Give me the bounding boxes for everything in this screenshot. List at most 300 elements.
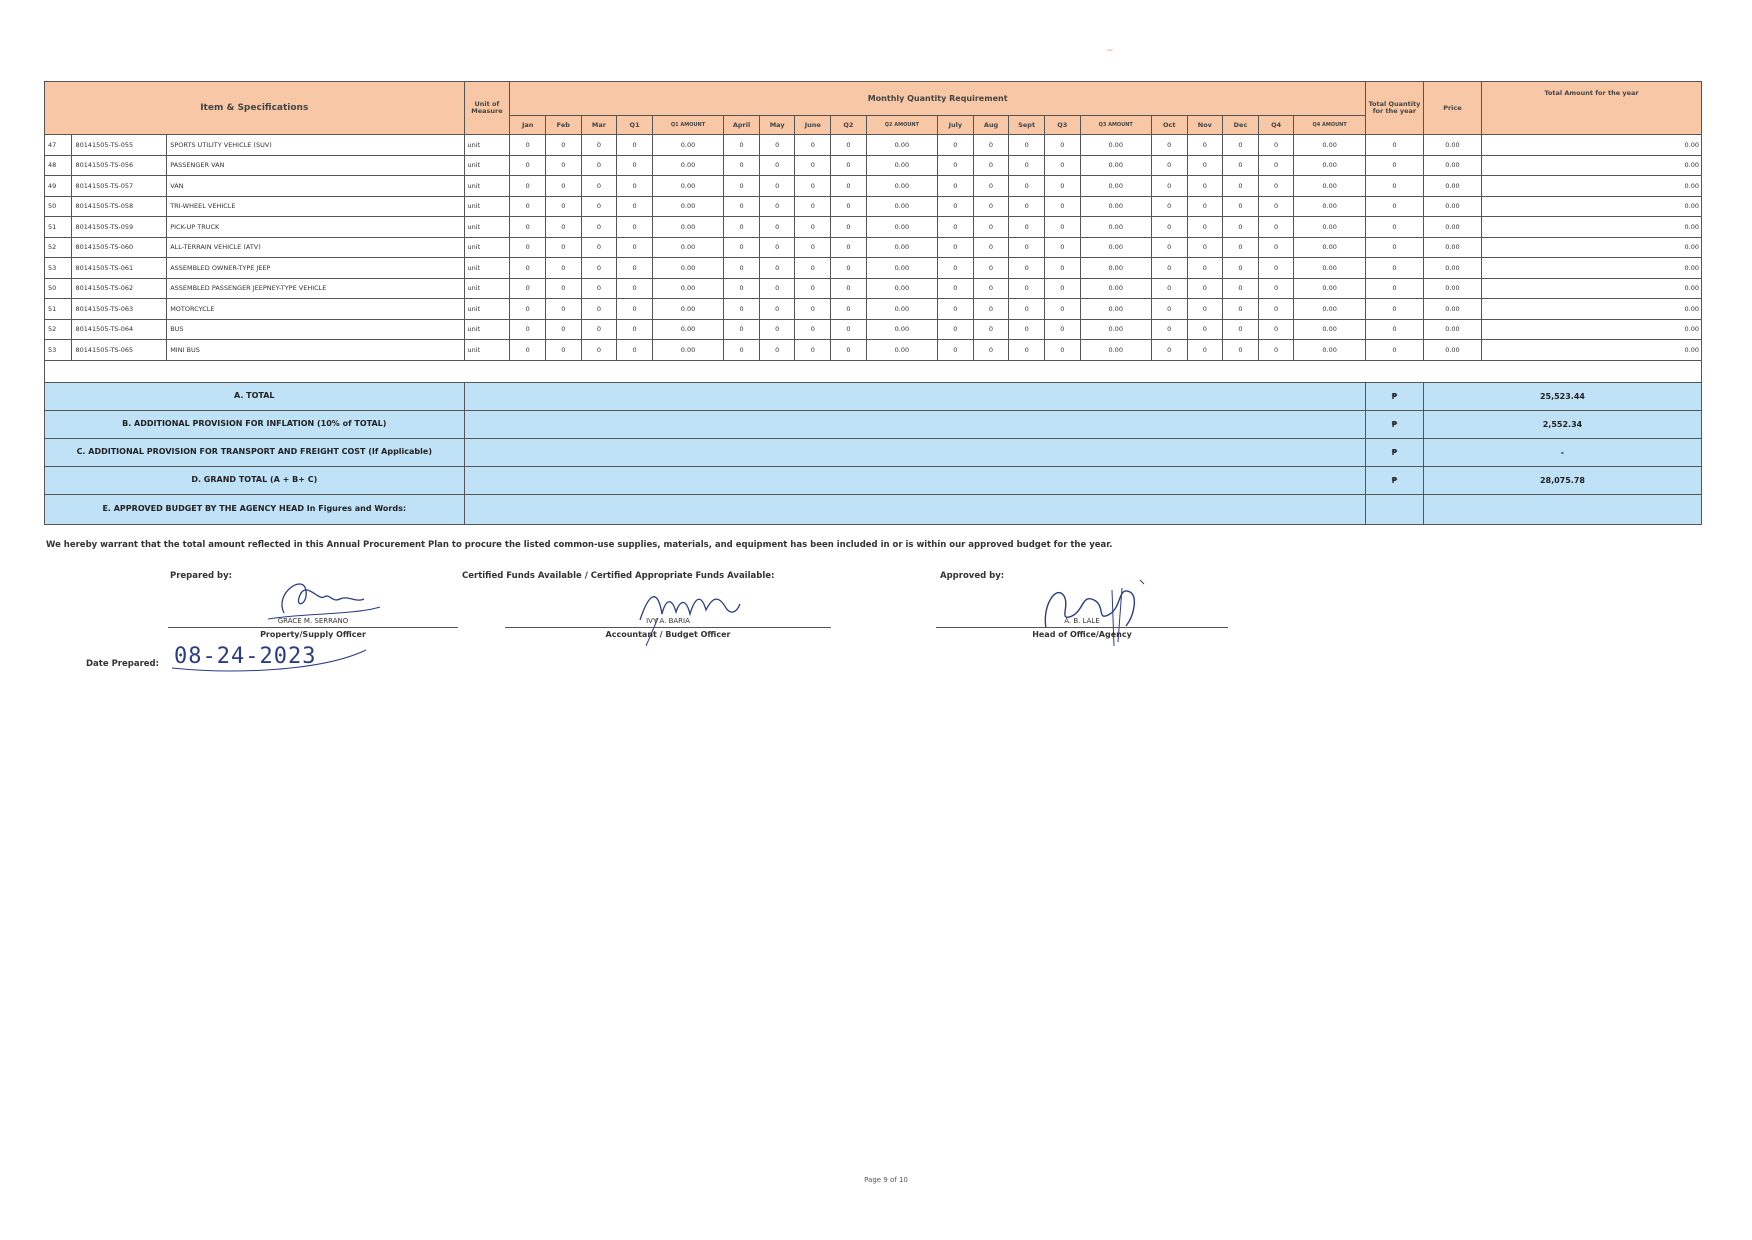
page-number: Page 9 of 10 xyxy=(864,1176,908,1184)
quarter-amount: 0.00 xyxy=(1294,319,1365,340)
quarter-amount: 0.00 xyxy=(1294,340,1365,361)
month-quantity: 0 xyxy=(795,196,831,217)
unit-of-measure: unit xyxy=(464,299,510,320)
quarter-amount: 0.00 xyxy=(1080,176,1151,197)
item-code: 80141505-TS-062 xyxy=(72,278,167,299)
header-month-cell: May xyxy=(759,116,795,135)
row-number: 53 xyxy=(45,340,72,361)
month-quantity: 0 xyxy=(759,217,795,238)
quarter-amount: 0.00 xyxy=(652,258,723,279)
quarter-amount: 0.00 xyxy=(652,176,723,197)
header-month-cell: Q1 xyxy=(617,116,653,135)
table-row xyxy=(45,278,1702,299)
quarter-amount: 0.00 xyxy=(1294,176,1365,197)
unit-of-measure: unit xyxy=(464,237,510,258)
prepared-name: GRACE M. SERRANO xyxy=(277,617,349,625)
month-quantity: 0 xyxy=(724,217,760,238)
total-amount: 0.00 xyxy=(1481,340,1701,361)
month-quantity: 0 xyxy=(617,155,653,176)
month-quantity: 0 xyxy=(831,217,867,238)
item-description: ASSEMBLED PASSENGER JEEPNEY-TYPE VEHICLE xyxy=(167,278,464,299)
month-quantity: 0 xyxy=(795,258,831,279)
month-quantity: 0 xyxy=(510,155,546,176)
month-quantity: 0 xyxy=(1223,278,1259,299)
month-quantity: 0 xyxy=(510,196,546,217)
header-month-cell: Sept xyxy=(1009,116,1045,135)
month-quantity: 0 xyxy=(1009,237,1045,258)
price: 0.00 xyxy=(1423,155,1481,176)
prepared-signature xyxy=(264,573,382,621)
month-quantity: 0 xyxy=(545,217,581,238)
month-quantity: 0 xyxy=(1009,258,1045,279)
header-price: Price xyxy=(1423,82,1481,135)
quarter-amount: 0.00 xyxy=(1080,340,1151,361)
month-quantity: 0 xyxy=(510,278,546,299)
month-quantity: 0 xyxy=(617,319,653,340)
item-code: 80141505-TS-056 xyxy=(72,155,167,176)
month-quantity: 0 xyxy=(1044,319,1080,340)
month-quantity: 0 xyxy=(1044,299,1080,320)
month-quantity: 0 xyxy=(724,299,760,320)
month-quantity: 0 xyxy=(1223,196,1259,217)
header-month-cell: Q4 xyxy=(1258,116,1294,135)
month-quantity: 0 xyxy=(973,340,1009,361)
quarter-amount: 0.00 xyxy=(652,237,723,258)
month-quantity: 0 xyxy=(973,278,1009,299)
price: 0.00 xyxy=(1423,340,1481,361)
month-quantity: 0 xyxy=(1151,237,1187,258)
approved-name: A. B. LALE xyxy=(1064,617,1100,625)
unit-of-measure: unit xyxy=(464,340,510,361)
procurement-table xyxy=(44,81,1702,525)
month-quantity: 0 xyxy=(1223,135,1259,156)
month-quantity: 0 xyxy=(1258,135,1294,156)
month-quantity: 0 xyxy=(1258,176,1294,197)
month-quantity: 0 xyxy=(581,135,617,156)
month-quantity: 0 xyxy=(1009,135,1045,156)
month-quantity: 0 xyxy=(1258,278,1294,299)
total-quantity: 0 xyxy=(1365,299,1423,320)
month-quantity: 0 xyxy=(795,340,831,361)
quarter-amount: 0.00 xyxy=(1294,237,1365,258)
quarter-amount: 0.00 xyxy=(1294,299,1365,320)
month-quantity: 0 xyxy=(759,319,795,340)
month-quantity: 0 xyxy=(1187,155,1223,176)
date-underline-stroke xyxy=(170,638,370,674)
month-quantity: 0 xyxy=(1223,319,1259,340)
month-quantity: 0 xyxy=(581,196,617,217)
month-quantity: 0 xyxy=(1258,340,1294,361)
quarter-amount: 0.00 xyxy=(1294,196,1365,217)
table-row xyxy=(45,299,1702,320)
total-quantity: 0 xyxy=(1365,135,1423,156)
month-quantity: 0 xyxy=(1151,299,1187,320)
quarter-amount: 0.00 xyxy=(1294,155,1365,176)
quarter-amount: 0.00 xyxy=(1080,278,1151,299)
month-quantity: 0 xyxy=(581,155,617,176)
month-quantity: 0 xyxy=(510,176,546,197)
quarter-amount: 0.00 xyxy=(866,258,937,279)
unit-of-measure: unit xyxy=(464,196,510,217)
month-quantity: 0 xyxy=(938,237,974,258)
table-row xyxy=(45,135,1702,156)
spacer-row xyxy=(45,360,1702,382)
unit-of-measure: unit xyxy=(464,155,510,176)
month-quantity: 0 xyxy=(938,135,974,156)
month-quantity: 0 xyxy=(938,278,974,299)
month-quantity: 0 xyxy=(545,196,581,217)
month-quantity: 0 xyxy=(938,340,974,361)
month-quantity: 0 xyxy=(617,237,653,258)
month-quantity: 0 xyxy=(617,176,653,197)
summary-row xyxy=(45,410,1702,438)
quarter-amount: 0.00 xyxy=(1294,258,1365,279)
header-items-specs: Item & Specifications xyxy=(45,82,465,135)
price: 0.00 xyxy=(1423,176,1481,197)
table-row xyxy=(45,217,1702,238)
unit-of-measure: unit xyxy=(464,217,510,238)
month-quantity: 0 xyxy=(1044,237,1080,258)
month-quantity: 0 xyxy=(831,135,867,156)
corner-mark: ~ xyxy=(1106,46,1114,56)
month-quantity: 0 xyxy=(1258,319,1294,340)
month-quantity: 0 xyxy=(1151,278,1187,299)
month-quantity: 0 xyxy=(1151,155,1187,176)
month-quantity: 0 xyxy=(1009,196,1045,217)
quarter-amount: 0.00 xyxy=(1080,217,1151,238)
month-quantity: 0 xyxy=(973,319,1009,340)
month-quantity: 0 xyxy=(510,340,546,361)
header-unit-of-measure: Unit of Measure xyxy=(464,82,510,135)
item-description: TRI-WHEEL VEHICLE xyxy=(167,196,464,217)
month-quantity: 0 xyxy=(1044,217,1080,238)
month-quantity: 0 xyxy=(973,258,1009,279)
month-quantity: 0 xyxy=(1223,176,1259,197)
month-quantity: 0 xyxy=(724,176,760,197)
item-code: 80141505-TS-055 xyxy=(72,135,167,156)
month-quantity: 0 xyxy=(545,278,581,299)
month-quantity: 0 xyxy=(545,135,581,156)
month-quantity: 0 xyxy=(831,258,867,279)
month-quantity: 0 xyxy=(1044,196,1080,217)
month-quantity: 0 xyxy=(617,217,653,238)
quarter-amount: 0.00 xyxy=(652,319,723,340)
prepared-position: Property/Supply Officer xyxy=(260,630,366,639)
month-quantity: 0 xyxy=(938,319,974,340)
total-amount: 0.00 xyxy=(1481,299,1701,320)
month-quantity: 0 xyxy=(617,340,653,361)
header-month-cell: July xyxy=(938,116,974,135)
row-number: 50 xyxy=(45,278,72,299)
header-month-cell: Q3 xyxy=(1044,116,1080,135)
header-month-cell: Nov xyxy=(1187,116,1223,135)
month-quantity: 0 xyxy=(1187,299,1223,320)
price: 0.00 xyxy=(1423,278,1481,299)
item-code: 80141505-TS-058 xyxy=(72,196,167,217)
summary-row xyxy=(45,438,1702,466)
summary-amount: - xyxy=(1423,438,1701,466)
certified-sign-line xyxy=(505,627,831,628)
table-row xyxy=(45,319,1702,340)
month-quantity: 0 xyxy=(724,135,760,156)
month-quantity: 0 xyxy=(938,176,974,197)
approved-by-label: Approved by: xyxy=(940,571,1005,581)
month-quantity: 0 xyxy=(973,176,1009,197)
month-quantity: 0 xyxy=(973,217,1009,238)
row-number: 49 xyxy=(45,176,72,197)
total-quantity: 0 xyxy=(1365,258,1423,279)
price: 0.00 xyxy=(1423,319,1481,340)
month-quantity: 0 xyxy=(1044,258,1080,279)
item-code: 80141505-TS-064 xyxy=(72,319,167,340)
quarter-amount: 0.00 xyxy=(1080,196,1151,217)
item-description: PICK-UP TRUCK xyxy=(167,217,464,238)
row-number: 52 xyxy=(45,319,72,340)
summary-currency: ₱ xyxy=(1365,410,1423,438)
month-quantity: 0 xyxy=(759,237,795,258)
quarter-amount: 0.00 xyxy=(652,135,723,156)
summary-label: B. ADDITIONAL PROVISION FOR INFLATION (10% of TOTAL) xyxy=(45,410,465,438)
total-amount: 0.00 xyxy=(1481,319,1701,340)
month-quantity: 0 xyxy=(1009,340,1045,361)
header-total-quantity: Total Quantity for the year xyxy=(1365,82,1423,135)
month-quantity: 0 xyxy=(759,196,795,217)
certified-funds-label: Certified Funds Available / Certified Appropriate Funds Available: xyxy=(462,571,775,581)
item-code: 80141505-TS-061 xyxy=(72,258,167,279)
month-quantity: 0 xyxy=(1223,217,1259,238)
quarter-amount: 0.00 xyxy=(866,340,937,361)
month-quantity: 0 xyxy=(617,135,653,156)
date-prepared-label: Date Prepared: xyxy=(86,659,160,669)
summary-label: E. APPROVED BUDGET BY THE AGENCY HEAD In Figures and Words: xyxy=(45,494,465,524)
month-quantity: 0 xyxy=(938,155,974,176)
unit-of-measure: unit xyxy=(464,135,510,156)
month-quantity: 0 xyxy=(759,258,795,279)
month-quantity: 0 xyxy=(617,258,653,279)
month-quantity: 0 xyxy=(510,299,546,320)
item-description: PASSENGER VAN xyxy=(167,155,464,176)
quarter-amount: 0.00 xyxy=(866,299,937,320)
table-row xyxy=(45,340,1702,361)
month-quantity: 0 xyxy=(724,155,760,176)
month-quantity: 0 xyxy=(1187,319,1223,340)
prepared-sign-line xyxy=(168,627,458,628)
header-month-cell: Dec xyxy=(1223,116,1259,135)
row-number: 52 xyxy=(45,237,72,258)
month-quantity: 0 xyxy=(973,299,1009,320)
month-quantity: 0 xyxy=(1044,155,1080,176)
item-description: SPORTS UTILITY VEHICLE (SUV) xyxy=(167,135,464,156)
quarter-amount: 0.00 xyxy=(652,155,723,176)
month-quantity: 0 xyxy=(1009,278,1045,299)
unit-of-measure: unit xyxy=(464,258,510,279)
header-month-cell: Mar xyxy=(581,116,617,135)
total-amount: 0.00 xyxy=(1481,217,1701,238)
month-quantity: 0 xyxy=(510,135,546,156)
table-row xyxy=(45,258,1702,279)
month-quantity: 0 xyxy=(724,258,760,279)
month-quantity: 0 xyxy=(759,340,795,361)
price: 0.00 xyxy=(1423,217,1481,238)
month-quantity: 0 xyxy=(1258,196,1294,217)
month-quantity: 0 xyxy=(617,278,653,299)
month-quantity: 0 xyxy=(759,135,795,156)
month-quantity: 0 xyxy=(1223,340,1259,361)
summary-amount: 28,075.78 xyxy=(1423,466,1701,494)
month-quantity: 0 xyxy=(1151,340,1187,361)
header-month-cell: Oct xyxy=(1151,116,1187,135)
header-month-cell: Jan xyxy=(510,116,546,135)
quarter-amount: 0.00 xyxy=(866,237,937,258)
month-quantity: 0 xyxy=(1187,258,1223,279)
summary-currency: ₱ xyxy=(1365,382,1423,410)
total-amount: 0.00 xyxy=(1481,278,1701,299)
month-quantity: 0 xyxy=(724,278,760,299)
price: 0.00 xyxy=(1423,196,1481,217)
total-quantity: 0 xyxy=(1365,237,1423,258)
quarter-amount: 0.00 xyxy=(1294,278,1365,299)
month-quantity: 0 xyxy=(581,340,617,361)
table-row xyxy=(45,155,1702,176)
total-quantity: 0 xyxy=(1365,155,1423,176)
month-quantity: 0 xyxy=(510,319,546,340)
month-quantity: 0 xyxy=(973,237,1009,258)
month-quantity: 0 xyxy=(938,217,974,238)
total-quantity: 0 xyxy=(1365,217,1423,238)
quarter-amount: 0.00 xyxy=(866,217,937,238)
month-quantity: 0 xyxy=(581,258,617,279)
month-quantity: 0 xyxy=(1151,258,1187,279)
month-quantity: 0 xyxy=(1151,196,1187,217)
total-quantity: 0 xyxy=(1365,196,1423,217)
month-quantity: 0 xyxy=(581,176,617,197)
summary-amount: 25,523.44 xyxy=(1423,382,1701,410)
quarter-amount: 0.00 xyxy=(866,176,937,197)
header-month-cell: Aug xyxy=(973,116,1009,135)
summary-row xyxy=(45,382,1702,410)
certified-position: Accountant / Budget Officer xyxy=(605,630,731,639)
quarter-amount: 0.00 xyxy=(1080,237,1151,258)
quarter-amount: 0.00 xyxy=(866,135,937,156)
month-quantity: 0 xyxy=(1009,176,1045,197)
month-quantity: 0 xyxy=(1187,217,1223,238)
month-quantity: 0 xyxy=(1151,135,1187,156)
summary-label: C. ADDITIONAL PROVISION FOR TRANSPORT AND FREIGHT COST (If Applicable) xyxy=(45,438,465,466)
month-quantity: 0 xyxy=(831,176,867,197)
header-month-cell: Q3 AMOUNT xyxy=(1080,116,1151,135)
total-amount: 0.00 xyxy=(1481,135,1701,156)
quarter-amount: 0.00 xyxy=(866,278,937,299)
quarter-amount: 0.00 xyxy=(652,299,723,320)
month-quantity: 0 xyxy=(724,237,760,258)
month-quantity: 0 xyxy=(724,340,760,361)
summary-label: D. GRAND TOTAL (A + B+ C) xyxy=(45,466,465,494)
month-quantity: 0 xyxy=(938,258,974,279)
month-quantity: 0 xyxy=(1187,237,1223,258)
row-number: 47 xyxy=(45,135,72,156)
month-quantity: 0 xyxy=(1187,340,1223,361)
date-prepared-value: 08-24-2023 xyxy=(174,644,317,669)
month-quantity: 0 xyxy=(1258,217,1294,238)
header-month-cell: Feb xyxy=(545,116,581,135)
month-quantity: 0 xyxy=(545,258,581,279)
month-quantity: 0 xyxy=(510,217,546,238)
row-number: 50 xyxy=(45,196,72,217)
table-row xyxy=(45,237,1702,258)
summary-currency xyxy=(1365,494,1423,524)
month-quantity: 0 xyxy=(759,299,795,320)
month-quantity: 0 xyxy=(795,278,831,299)
month-quantity: 0 xyxy=(1258,237,1294,258)
month-quantity: 0 xyxy=(545,176,581,197)
month-quantity: 0 xyxy=(759,278,795,299)
header-month-cell: Q2 AMOUNT xyxy=(866,116,937,135)
row-number: 48 xyxy=(45,155,72,176)
month-quantity: 0 xyxy=(1258,155,1294,176)
item-description: VAN xyxy=(167,176,464,197)
summary-amount: 2,552.34 xyxy=(1423,410,1701,438)
quarter-amount: 0.00 xyxy=(866,319,937,340)
header-month-cell: April xyxy=(724,116,760,135)
total-amount: 0.00 xyxy=(1481,176,1701,197)
item-description: MINI BUS xyxy=(167,340,464,361)
month-quantity: 0 xyxy=(1223,237,1259,258)
spacer-cell xyxy=(45,360,1702,382)
quarter-amount: 0.00 xyxy=(866,196,937,217)
header-month-cell: Q2 xyxy=(831,116,867,135)
price: 0.00 xyxy=(1423,299,1481,320)
summary-amount xyxy=(1423,494,1701,524)
table-row xyxy=(45,196,1702,217)
summary-blank xyxy=(464,410,1365,438)
month-quantity: 0 xyxy=(973,196,1009,217)
header-total-amount: Total Amount for the year xyxy=(1481,82,1701,135)
month-quantity: 0 xyxy=(831,299,867,320)
month-quantity: 0 xyxy=(1258,299,1294,320)
summary-row xyxy=(45,494,1702,524)
price: 0.00 xyxy=(1423,258,1481,279)
month-quantity: 0 xyxy=(724,196,760,217)
month-quantity: 0 xyxy=(938,299,974,320)
summary-blank xyxy=(464,466,1365,494)
total-amount: 0.00 xyxy=(1481,258,1701,279)
quarter-amount: 0.00 xyxy=(1080,258,1151,279)
month-quantity: 0 xyxy=(1223,155,1259,176)
month-quantity: 0 xyxy=(795,176,831,197)
month-quantity: 0 xyxy=(759,176,795,197)
month-quantity: 0 xyxy=(545,237,581,258)
month-quantity: 0 xyxy=(759,155,795,176)
month-quantity: 0 xyxy=(510,258,546,279)
item-description: ALL-TERRAIN VEHICLE (ATV) xyxy=(167,237,464,258)
month-quantity: 0 xyxy=(1187,135,1223,156)
month-quantity: 0 xyxy=(1009,319,1045,340)
total-quantity: 0 xyxy=(1365,319,1423,340)
row-number: 51 xyxy=(45,217,72,238)
quarter-amount: 0.00 xyxy=(652,217,723,238)
month-quantity: 0 xyxy=(1151,319,1187,340)
item-code: 80141505-TS-065 xyxy=(72,340,167,361)
month-quantity: 0 xyxy=(973,135,1009,156)
month-quantity: 0 xyxy=(617,299,653,320)
quarter-amount: 0.00 xyxy=(652,196,723,217)
month-quantity: 0 xyxy=(831,196,867,217)
item-description: ASSEMBLED OWNER-TYPE JEEP xyxy=(167,258,464,279)
quarter-amount: 0.00 xyxy=(1080,135,1151,156)
quarter-amount: 0.00 xyxy=(866,155,937,176)
month-quantity: 0 xyxy=(938,196,974,217)
month-quantity: 0 xyxy=(1151,176,1187,197)
